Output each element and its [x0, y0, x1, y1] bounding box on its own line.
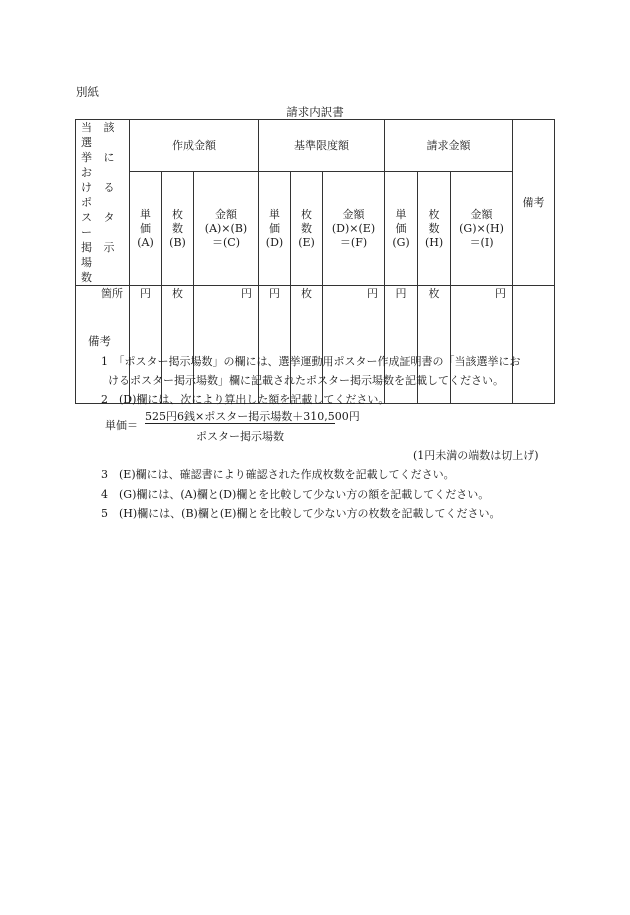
remarks-cell [513, 286, 555, 404]
formula-denominator: ポスター掲示場数 [196, 430, 284, 443]
poster-board-count-header: 当 該 選 挙 に お け る ポ ス タ ー 掲 示 場 数 [76, 120, 130, 286]
amount-c-header: 金額 (A)×(B) ＝(C) [194, 172, 259, 286]
unit-price-d-header: 単 価 (D) [259, 172, 291, 286]
unit-price-a-header: 単 価 (A) [130, 172, 162, 286]
note-1-line-1: 1 「ポスター掲示場数」の欄には、選挙運動用ポスター作成証明書の「当該選挙にお [101, 355, 521, 368]
notes-heading: 備考 [88, 334, 111, 348]
unit-price-d-cell: 円 [259, 286, 291, 404]
quantity-h-cell: 枚 [418, 286, 451, 404]
formula-label: 単価＝ [105, 419, 138, 432]
amount-f-header: 金額 (D)×(E) ＝(F) [323, 172, 385, 286]
note-1-line-2: けるポスター掲示場数」欄に記載されたポスター掲示場数を記載してください。 [108, 374, 504, 387]
document-label: 別紙 [76, 85, 99, 99]
claim-amount-header: 請求金額 [385, 120, 513, 172]
remarks-header: 備考 [513, 120, 555, 286]
unit-price-g-header: 単 価 (G) [385, 172, 418, 286]
production-amount-header: 作成金額 [130, 120, 259, 172]
note-5: 5 (H)欄には、(B)欄と(E)欄とを比較して少ない方の枚数を記載してください。 [101, 507, 501, 520]
amount-i-header: 金額 (G)×(H) ＝(I) [451, 172, 513, 286]
quantity-e-header: 枚 数 (E) [291, 172, 323, 286]
formula-numerator: 525円6銭×ポスター掲示場数＋310,500円 [145, 410, 360, 423]
poster-board-count-cell: 箇所 [76, 286, 130, 404]
note-2: 2 (D)欄には、次により算出した額を記載してください。 [101, 393, 390, 406]
rounding-note: (1円未満の端数は切上げ) [413, 449, 539, 462]
note-4: 4 (G)欄には、(A)欄と(D)欄とを比較して少ない方の額を記載してください。 [101, 488, 490, 501]
quantity-b-header: 枚 数 (B) [162, 172, 194, 286]
quantity-e-cell: 枚 [291, 286, 323, 404]
document-title: 請求内訳書 [286, 105, 344, 119]
unit-price-g-cell: 円 [385, 286, 418, 404]
amount-f-cell: 円 [323, 286, 385, 404]
note-3: 3 (E)欄には、確認書により確認された作成枚数を記載してください。 [101, 468, 455, 481]
fraction-bar [145, 423, 335, 424]
amount-i-cell: 円 [451, 286, 513, 404]
quantity-b-cell: 枚 [162, 286, 194, 404]
amount-c-cell: 円 [194, 286, 259, 404]
standard-limit-header: 基準限度額 [259, 120, 385, 172]
unit-price-a-cell: 円 [130, 286, 162, 404]
quantity-h-header: 枚 数 (H) [418, 172, 451, 286]
